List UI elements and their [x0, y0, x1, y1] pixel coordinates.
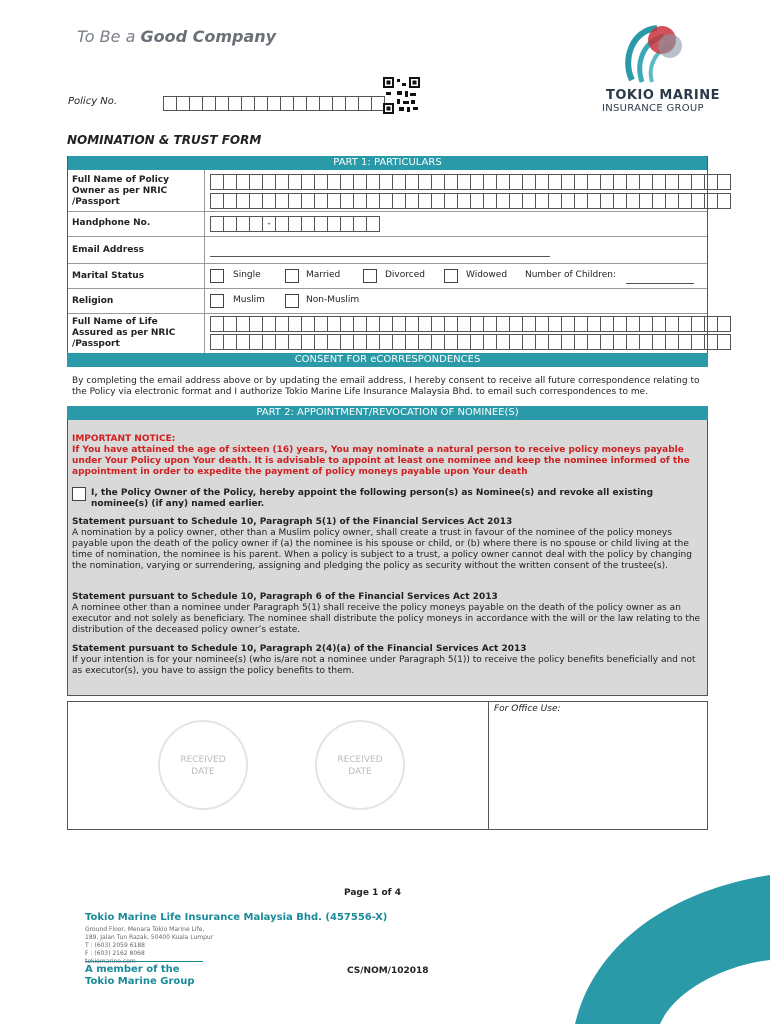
- married-checkbox[interactable]: [285, 269, 299, 283]
- tokio-marine-logo-icon: [612, 20, 694, 88]
- appoint-text: I, the Policy Owner of the Policy, hereby appoint the following person(s) as Nominee(s) and revoke all existing nominee(s) (if any) named earlier.: [91, 488, 654, 509]
- row-separator: [68, 263, 707, 264]
- divorced-checkbox[interactable]: [363, 269, 377, 283]
- stamp-line: DATE: [348, 767, 372, 777]
- qr-code-icon: [383, 77, 420, 114]
- stamp-line: RECEIVED: [337, 755, 383, 765]
- muslim-option-label: Muslim: [233, 295, 265, 305]
- member-text: [85, 964, 195, 988]
- statement-1: [72, 517, 704, 572]
- stamp-line: RECEIVED: [180, 755, 226, 765]
- logo-subtext: INSURANCE GROUP: [602, 103, 704, 114]
- non-muslim-checkbox[interactable]: [285, 294, 299, 308]
- life-assured-field-row1[interactable]: [210, 316, 731, 332]
- tagline: To Be a Good Company: [77, 27, 277, 46]
- received-date-stamp: [315, 720, 405, 810]
- statement-3-text: If your intention is for your nominee(s) (who is/are not a nominee under Paragraph 5(1)) to receive the policy benefits beneficially and not as executor(s), you have to assign the policy benefits to them.: [72, 655, 696, 676]
- full-name-field-row1[interactable]: [210, 174, 731, 190]
- handphone-label: Handphone No.: [72, 218, 151, 228]
- policy-no-label: Policy No.: [68, 96, 118, 107]
- statement-3: [72, 644, 704, 677]
- widowed-option-label: Widowed: [466, 270, 508, 280]
- divorced-option-label: Divorced: [385, 270, 425, 280]
- company-address: [85, 926, 213, 966]
- footer-rule: [85, 961, 203, 962]
- statement-1-title: Statement pursuant to Schedule 10, Paragraph 5(1) of the Financial Services Act 2013: [72, 517, 513, 527]
- handphone-separator: -: [263, 216, 276, 232]
- page-number: Page 1 of 4: [344, 888, 401, 898]
- children-label: Number of Children:: [525, 270, 617, 280]
- row-separator: [68, 236, 707, 237]
- document-number: CS/NOM/102018: [347, 966, 429, 976]
- important-notice: [72, 434, 702, 478]
- single-option-label: Single: [233, 270, 261, 280]
- stamp-line: DATE: [191, 767, 215, 777]
- full-name-label: Full Name of Policy Owner as per NRIC /Passport: [72, 175, 170, 207]
- statement-3-title: Statement pursuant to Schedule 10, Paragraph 2(4)(a) of the Financial Services Act 2013: [72, 644, 527, 654]
- office-divider: [488, 701, 489, 830]
- email-label: Email Address: [72, 245, 145, 255]
- life-assured-label: Full Name of Life Assured as per NRIC /Passport: [72, 317, 176, 349]
- non-muslim-option-label: Non-Muslim: [306, 295, 360, 305]
- statement-2: [72, 592, 704, 636]
- row-separator: [68, 288, 707, 289]
- statement-2-title: Statement pursuant to Schedule 10, Paragraph 6 of the Financial Services Act 2013: [72, 592, 498, 602]
- muslim-checkbox[interactable]: [210, 294, 224, 308]
- address-line: T : (603) 2059 6188: [85, 942, 145, 949]
- part2-heading: PART 2: APPOINTMENT/REVOCATION OF NOMINEE(S): [67, 406, 708, 420]
- notice-text: If You have attained the age of sixteen (16) years, You may nominate a natural person to receive policy moneys payable under Your Policy upon Your death. It is advisable to appoint at least one nominee and keep the nominee informed of the appointment in order to expedite the payment of policy moneys payable upon Your death: [72, 445, 690, 477]
- consent-heading: CONSENT FOR eCORRESPONDENCES: [67, 353, 708, 367]
- statement-2-text: A nominee other than a nominee under Paragraph 5(1) shall receive the policy moneys payable on the death of the policy owner as an executor and not solely as beneficiary. The nominee shall distribute the policy moneys in accordance with the will or the law relating to the distribution of the deceased policy owner’s estate.: [72, 603, 701, 635]
- address-line: 189, Jalan Tun Razak, 50400 Kuala Lumpur: [85, 934, 214, 941]
- form-title: NOMINATION & TRUST FORM: [67, 133, 262, 147]
- statement-1-text: A nomination by a policy owner, other than a Muslim policy owner, shall create a trust in favour of the nominee of the policy moneys payable upon the death of the policy owner if (a) the nominee is his spouse or child, or (b) where there is no spouse or child living at the time of nomination, the nominee is his parent. When a policy is subject to a trust, a policy owner cannot deal with the policy by changing the nomination, varying or surrendering, assigning and pledging the policy as security without the written consent of the trustee(s).: [72, 528, 692, 571]
- office-use-label: For Office Use:: [494, 704, 561, 714]
- religion-label: Religion: [72, 296, 114, 306]
- widowed-checkbox[interactable]: [444, 269, 458, 283]
- part1-heading: PART 1: PARTICULARS: [67, 156, 708, 170]
- row-separator: [68, 313, 707, 314]
- marital-status-label: Marital Status: [72, 271, 145, 281]
- address-line: Ground Floor, Menara Tokio Marine Life,: [85, 926, 205, 933]
- children-field[interactable]: [626, 283, 694, 284]
- address-line: F : (603) 2162 8068: [85, 950, 145, 957]
- member-line: A member of the: [85, 964, 180, 975]
- company-name: Tokio Marine Life Insurance Malaysia Bhd. (457556-X): [85, 912, 388, 923]
- notice-title: IMPORTANT NOTICE:: [72, 434, 176, 444]
- member-line: Tokio Marine Group: [85, 976, 195, 987]
- policy-no-field[interactable]: [163, 96, 385, 109]
- handphone-field[interactable]: [210, 216, 380, 232]
- received-date-stamp: [158, 720, 248, 810]
- decorative-swoosh-icon: [555, 830, 770, 1024]
- single-checkbox[interactable]: [210, 269, 224, 283]
- married-option-label: Married: [306, 270, 341, 280]
- appoint-checkbox[interactable]: [72, 487, 86, 501]
- full-name-field-row2[interactable]: [210, 193, 731, 209]
- email-field[interactable]: [210, 256, 550, 257]
- logo-text: TOKIO MARINE: [606, 88, 721, 103]
- row-separator: [68, 211, 707, 212]
- consent-text: By completing the email address above or by updating the email address, I hereby consent to receive all future correspondence relating to the Policy via electronic format and I authorize Tokio Marine Life Insurance Malaysia Bhd. to email such correspondences to me.: [72, 376, 700, 397]
- life-assured-field-row2[interactable]: [210, 334, 731, 350]
